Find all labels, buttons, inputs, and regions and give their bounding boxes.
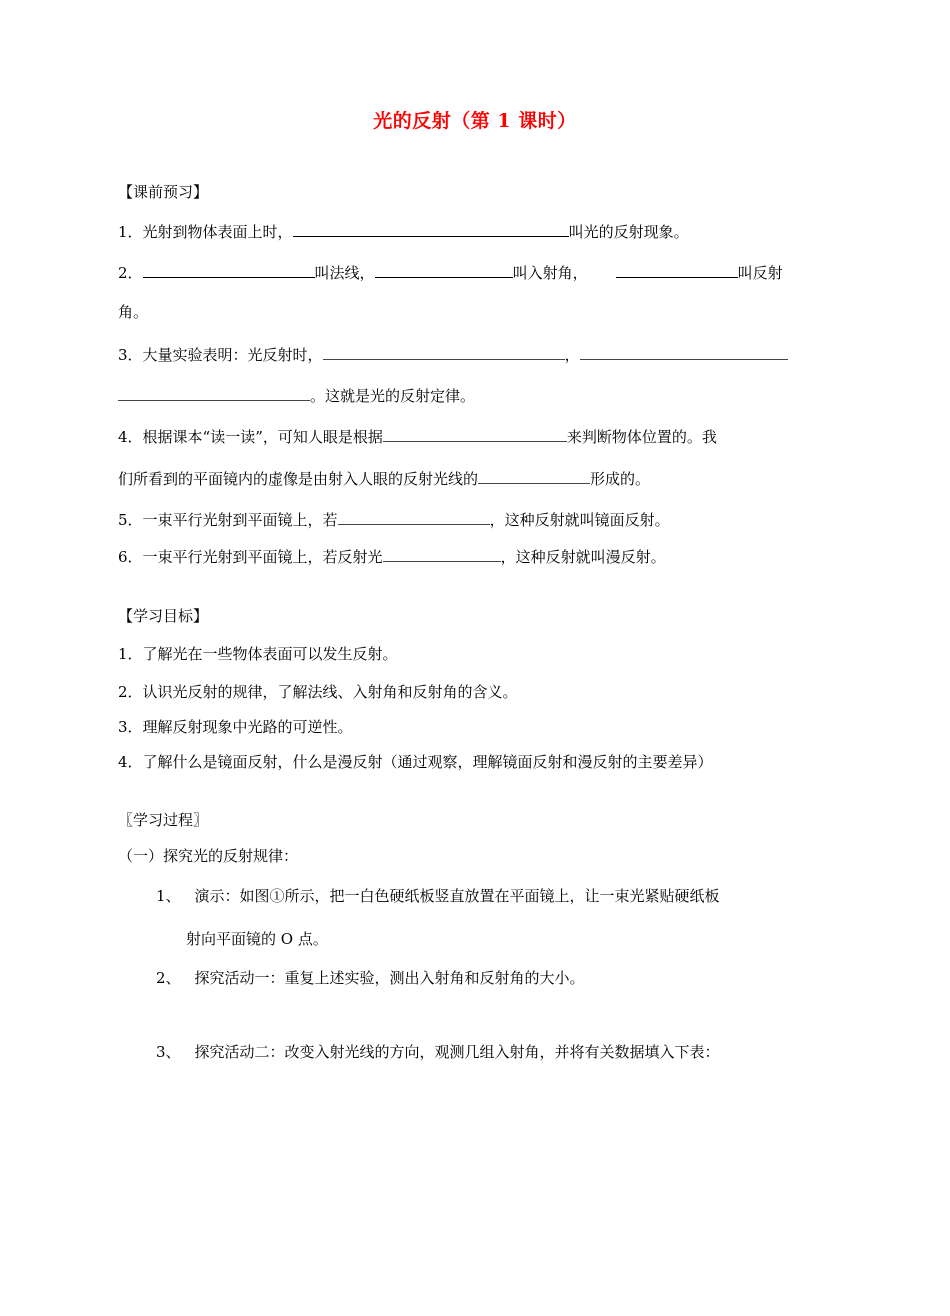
q3-suffix: 。这就是光的反射定律。 bbox=[310, 387, 476, 405]
step-3-number: 3、 bbox=[156, 1043, 181, 1061]
q4-suffix: 来判断物体位置的。我 bbox=[566, 428, 717, 446]
q4-continuation bbox=[118, 467, 650, 489]
q6-prefix: 一束平行光射到平面镜上，若反射光 bbox=[142, 548, 383, 566]
q6-blank[interactable] bbox=[383, 545, 501, 562]
q2-number: 2． bbox=[118, 264, 143, 282]
process-subheading: （一）探究光的反射规律： bbox=[118, 847, 299, 865]
goal-item-3: 3．理解反射现象中光路的可逆性。 bbox=[118, 718, 353, 736]
q3-number: 3． bbox=[118, 346, 143, 364]
process-step-3 bbox=[156, 1042, 720, 1062]
q3-mid: ， bbox=[564, 346, 580, 364]
q2-blank-incident-angle[interactable] bbox=[375, 261, 513, 278]
process-step-1 bbox=[156, 886, 720, 906]
q2-text-b: 叫入射角， bbox=[512, 264, 588, 282]
preview-question-1 bbox=[118, 220, 689, 242]
q2-blank-reflection-angle[interactable] bbox=[616, 261, 738, 278]
preview-question-2 bbox=[118, 261, 783, 283]
q3-blank-3[interactable] bbox=[118, 384, 310, 401]
preview-question-6 bbox=[118, 545, 666, 567]
q5-blank[interactable] bbox=[338, 508, 490, 525]
preview-heading: 【课前预习】 bbox=[118, 183, 209, 201]
q5-prefix: 一束平行光射到平面镜上，若 bbox=[142, 511, 338, 529]
q3-blank-1[interactable] bbox=[323, 343, 565, 360]
q4-prefix: 根据课本“读一读”，可知人眼是根据 bbox=[142, 428, 383, 446]
step-1-number: 1、 bbox=[156, 887, 181, 905]
q3-continuation bbox=[118, 384, 475, 406]
goal-item-2: 2．认识光反射的规律，了解法线、入射角和反射角的含义。 bbox=[118, 683, 518, 701]
preview-question-4 bbox=[118, 425, 717, 447]
q5-suffix: ，这种反射就叫镜面反射。 bbox=[489, 511, 670, 529]
q1-prefix: 光射到物体表面上时， bbox=[142, 223, 293, 241]
q6-number: 6． bbox=[118, 548, 143, 566]
q6-suffix: ，这种反射就叫漫反射。 bbox=[500, 548, 666, 566]
step-1-text: 演示：如图①所示，把一白色硬纸板竖直放置在平面镜上，让一束光紧贴硬纸板 bbox=[194, 887, 720, 905]
goal-item-4: 4．了解什么是镜面反射，什么是漫反射（通过观察，理解镜面反射和漫反射的主要差异） bbox=[118, 753, 713, 771]
q5-number: 5． bbox=[118, 511, 143, 529]
preview-question-3 bbox=[118, 343, 788, 365]
q1-number: 1． bbox=[118, 223, 143, 241]
q4-blank-1[interactable] bbox=[383, 425, 567, 442]
preview-question-5 bbox=[118, 508, 670, 530]
goal-item-1: 1．了解光在一些物体表面可以发生反射。 bbox=[118, 645, 398, 663]
process-heading: 〖学习过程〗 bbox=[118, 811, 209, 829]
step-2-number: 2、 bbox=[156, 969, 181, 987]
q4-cont-suffix: 形成的。 bbox=[590, 470, 651, 488]
q2-text-c: 叫反射 bbox=[737, 264, 783, 282]
q4-number: 4． bbox=[118, 428, 143, 446]
q2-continuation: 角。 bbox=[118, 303, 149, 321]
q1-answer-blank[interactable] bbox=[293, 220, 569, 237]
q3-blank-2[interactable] bbox=[580, 343, 788, 360]
q4-blank-2[interactable] bbox=[478, 467, 590, 484]
q4-cont-prefix: 们所看到的平面镜内的虚像是由射入人眼的反射光线的 bbox=[118, 470, 479, 488]
page-title: 光的反射（第 1 课时） bbox=[373, 110, 577, 132]
process-step-1-continuation: 射向平面镜的 O 点。 bbox=[186, 930, 328, 948]
q3-prefix: 大量实验表明：光反射时， bbox=[142, 346, 323, 364]
goals-heading: 【学习目标】 bbox=[118, 607, 209, 625]
q1-suffix: 叫光的反射现象。 bbox=[568, 223, 689, 241]
process-step-2 bbox=[156, 968, 585, 988]
q2-text-a: 叫法线， bbox=[314, 264, 375, 282]
q2-blank-normal[interactable] bbox=[143, 261, 315, 278]
step-3-text: 探究活动二：改变入射光线的方向，观测几组入射角，并将有关数据填入下表： bbox=[194, 1043, 720, 1061]
step-2-text: 探究活动一：重复上述实验，测出入射角和反射角的大小。 bbox=[194, 969, 585, 987]
